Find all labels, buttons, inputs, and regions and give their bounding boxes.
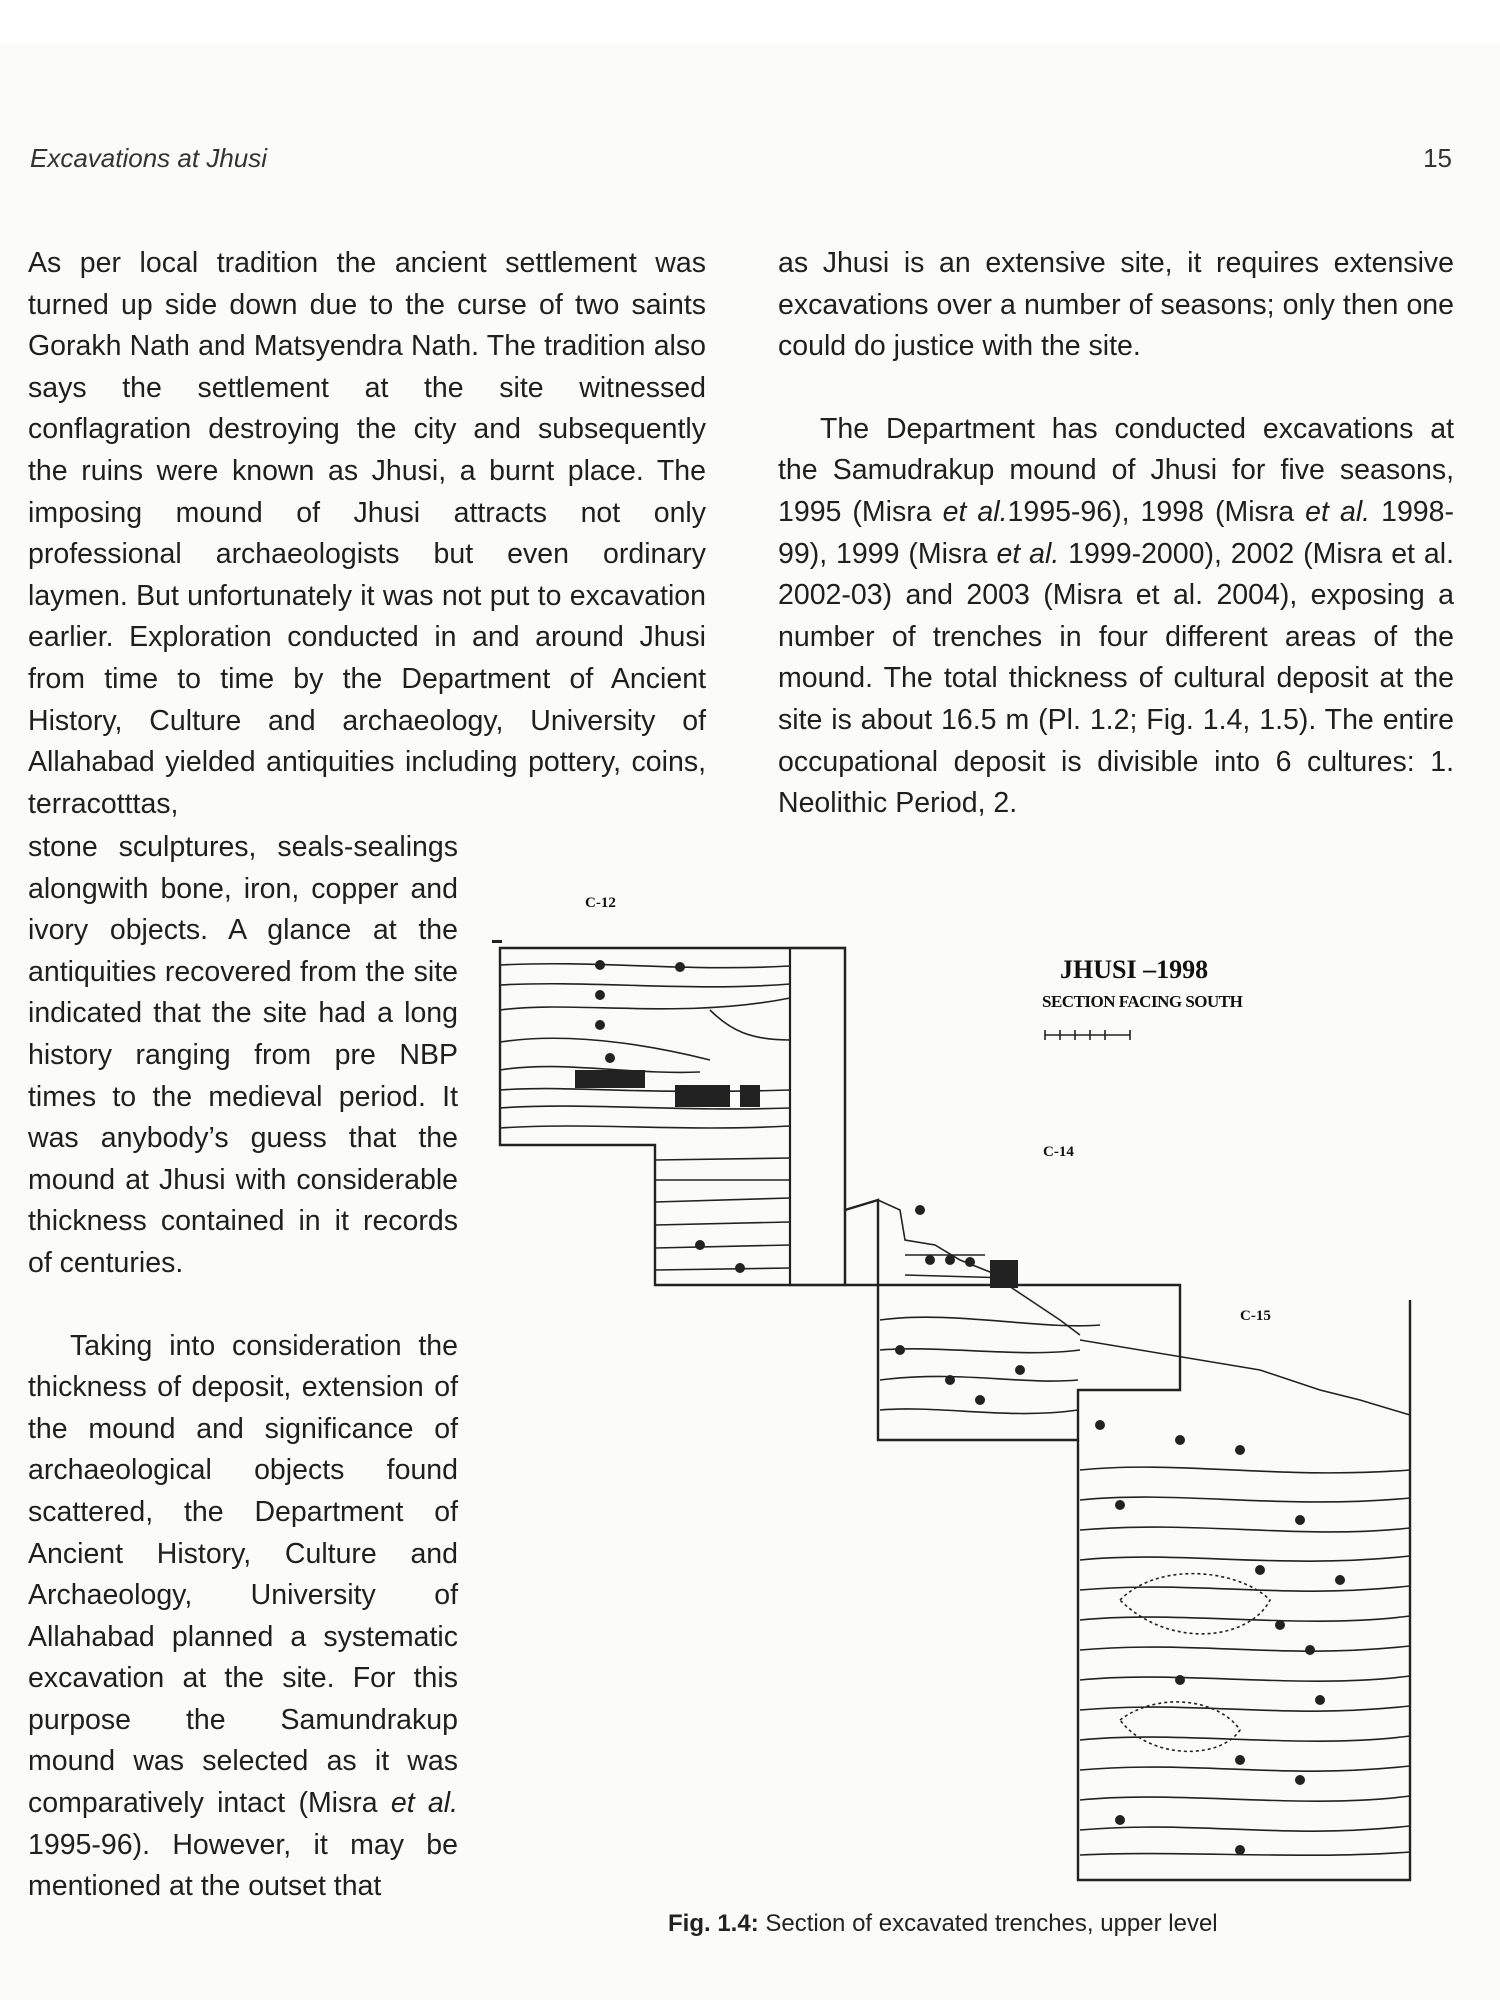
running-title: Excavations at Jhusi — [30, 143, 268, 173]
figure-caption — [668, 1910, 1218, 1938]
page-number: 15 — [1423, 143, 1452, 173]
narrow-paragraph-1: stone sculptures, seals-sealings alongwith bone, iron, copper and ivory objects. A glance at the antiquities recovered from the site indicated that the site had a long history ranging from pre NBP times to the medieval period. It was anybody’s guess that the mound at Jhusi with considerable thickness contained in it records of centuries. — [28, 831, 458, 1279]
para2-text-a: Taking into consideration the thickness of deposit, extension of the mound and significance of archaeological objects found scattered, the Department of Ancient History, Culture and Archaeology, University of Allahabad planned a systematic excavation at the site. For this purpose the Samundrakup mound was selected as it was comparatively intact (Misra — [28, 1329, 458, 1820]
trench-label-c14: C-14 — [1043, 1144, 1074, 1160]
caption-text: Section of excavated trenches, upper level — [758, 1910, 1218, 1937]
figure-title: JHUSI –1998 — [1060, 955, 1209, 984]
figure-subtitle: SECTION FACING SOUTH — [1042, 992, 1243, 1011]
trench-c14-outline — [845, 1200, 1180, 1440]
right-column — [778, 243, 1454, 825]
right-paragraph-2 — [778, 409, 1454, 825]
rp2-b: 1995-96), 1998 (Misra — [1007, 495, 1306, 528]
trench-c12-column — [790, 948, 845, 1285]
rp2-etal-1: et al. — [942, 495, 1008, 528]
trench-c12-outline — [500, 948, 845, 1285]
scan-top-margin — [0, 0, 1500, 44]
left-narrow-column — [28, 827, 458, 1908]
trench-section-drawing — [480, 880, 1480, 1900]
para2-text-b: 1995-96). However, it may be mentioned at the outset that — [28, 1828, 458, 1903]
caption-label: Fig. 1.4: — [668, 1910, 759, 1937]
left-column-paragraph: As per local tradition the ancient settlement was turned up side down due to the curse of two saints Gorakh Nath and Matsyendra Nath. The tradition also says the settlement at the site witnessed conflagration destroying the city and subsequently the ruins were known as Jhusi, a burnt place. The imposing mound of Jhusi attracts not only professional archaeologists but even ordinary laymen. But unfortunately it was not put to excavation earlier. Exploration conducted in and around Jhusi from time to time by the Department of Ancient History, Culture and archaeology, University of Allahabad yielded antiquities including pottery, coins, terracotttas, — [28, 247, 706, 820]
narrow-paragraph-2 — [28, 1326, 458, 1908]
right-paragraph-1: as Jhusi is an extensive site, it requires extensive excavations over a number of seasons; only then one could do justice with the site. — [778, 247, 1454, 363]
trench-label-c12: C-12 — [585, 895, 616, 911]
rp2-d: 1999-2000), 2002 (Misra et al. 2002-03) and 2003 (Misra et al. 2004), exposing a number of trenches in four different areas of the mound. The total thickness of cultural deposit at the site is about 16.5 m (Pl. 1.2; Fig. 1.4, 1.5). The entire occupational deposit is divisible into 6 cultures: 1. Neolithic Period, 2. — [778, 537, 1455, 820]
rp2-etal-3: et al. — [996, 537, 1060, 570]
rp2-c: 1998-99), 1999 (Misra — [778, 495, 1454, 570]
rp2-a: The Department has conducted excavations at the Samudrakup mound of Jhusi for five seasons, 1995 (Misra — [778, 412, 1454, 528]
section-drawing-figure — [480, 880, 1480, 1900]
para2-etal: et al. — [390, 1787, 459, 1820]
rp2-etal-2: et al. — [1305, 495, 1371, 528]
trench-label-c15: C-15 — [1240, 1308, 1271, 1324]
